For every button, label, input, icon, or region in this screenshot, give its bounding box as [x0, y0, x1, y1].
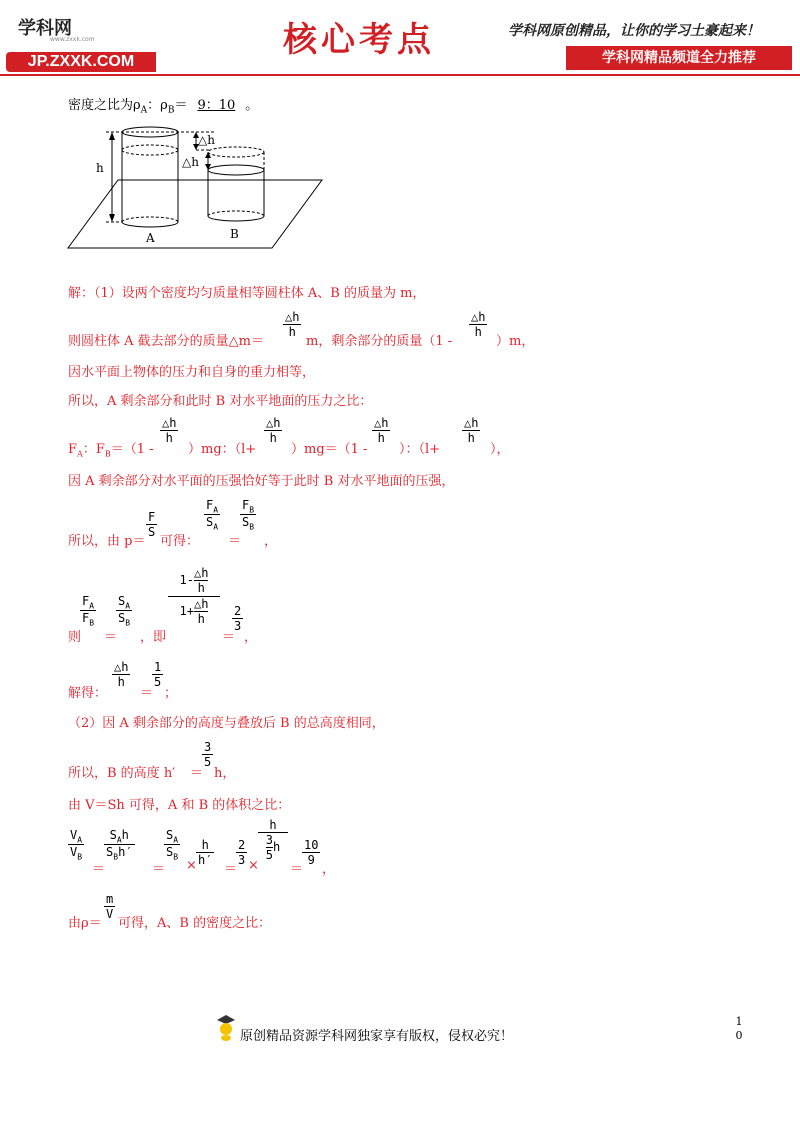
solution-line-2c: ）m， — [496, 334, 535, 349]
cylinder-b-bottom-back — [208, 211, 264, 216]
times-13a: × — [186, 858, 197, 873]
frac-sa-sb-2: $\frac{S_A}{S_B}$ — [166, 828, 179, 862]
solution-line-7a: 所以，由 p＝ — [68, 534, 146, 549]
label-dh-b: △h — [182, 155, 199, 169]
frac-dh-h-1: $\frac{\triangle h}{h}$ — [285, 310, 300, 339]
eq-sign-8b: ＝ — [222, 630, 236, 645]
label-a: A — [146, 231, 155, 245]
intro-eq: ＝ — [174, 98, 188, 113]
solution-line-12: 由 V＝Sh 可得，A 和 B 的体积之比： — [68, 798, 291, 813]
frac-1-5: $\frac{1}{5}$ — [154, 660, 162, 689]
frac-h-35h-den: $\frac{3}{5}$ h — [265, 833, 281, 862]
footer-copyright: 原创精品资源学科网独家享有版权，侵权必究！ — [240, 1029, 514, 1044]
cylinder-a-bottom-back — [122, 217, 178, 222]
page-number — [734, 1015, 744, 1043]
intro-sub-b: B — [167, 105, 175, 116]
eq-sign-11: ＝ — [190, 766, 204, 781]
frac-m-v: $\frac{m}{V}$ — [106, 892, 114, 921]
solution-line-13-end: ， — [322, 862, 336, 877]
frac-fa-sa: $\frac{F_A}{S_A}$ — [206, 498, 219, 532]
solution-line-5g: ）， — [490, 442, 510, 457]
intro-sub-a: A — [140, 105, 148, 116]
cylinder-a-cut-back — [122, 145, 178, 150]
header-divider — [0, 74, 800, 76]
intro-colon: ：ρ — [147, 98, 168, 113]
cylinders-figure — [66, 120, 326, 250]
frac-sa-sb: $\frac{S_A}{S_B}$ — [118, 594, 131, 628]
frac-3-5: $\frac{3}{5}$ — [204, 740, 212, 769]
cylinder-a-bottom — [122, 222, 178, 227]
eq-sign-7: ＝ — [228, 534, 242, 549]
frac-fa-fb: $\frac{F_A}{F_B}$ — [82, 594, 95, 628]
intro-end: 。 — [245, 98, 259, 113]
label-h: h — [96, 161, 104, 175]
cylinder-a-cut — [122, 150, 178, 155]
eq-sign-9: ＝ — [140, 686, 154, 701]
solution-line-1: 解：（1）设两个密度均匀质量相等圆柱体 A、B 的质量为 m， — [68, 286, 426, 301]
page-title: 核心考点 — [283, 20, 435, 60]
solution-line-5d: ）mg：（l+ — [188, 442, 257, 457]
solution-line-14a: 由ρ＝ — [68, 916, 102, 931]
solution-line-6: 因 A 剩余部分对水平面的压强恰好等于此时 B 对水平地面的压强， — [68, 474, 455, 489]
page-number-1: 1 — [735, 1015, 743, 1028]
frac-dh-h-3: $\frac{\triangle h}{h}$ — [162, 416, 177, 445]
solution-line-9b: ； — [164, 686, 178, 701]
label-dh-a: △h — [198, 133, 215, 147]
plane — [68, 180, 322, 248]
solution-line-3: 因水平面上物体的压力和自身的重力相等， — [68, 365, 316, 380]
frac-va-vb: $\frac{V_A}{V_B}$ — [70, 828, 83, 862]
solution-line-11b: h， — [214, 766, 236, 781]
solution-line-4: 所以，A 剩余部分和此时 B 对水平地面的压力之比： — [68, 394, 373, 409]
solution-line-8c: ， — [244, 630, 258, 645]
solution-line-7c: ， — [264, 534, 278, 549]
frac-sah-sbh: $S_Ah$ $S_Bh'$ — [106, 828, 133, 862]
compound-denominator: 1+ $\frac{\triangle h}{h}$ — [179, 597, 209, 626]
frac-dh-h-4: $\frac{\triangle h}{h}$ — [266, 416, 281, 445]
solution-line-8a: 则 — [68, 630, 82, 645]
frac-h-hprime: $\frac{h}{h'}$ — [198, 838, 213, 867]
compound-fraction — [168, 566, 220, 626]
frac-2-3: $\frac{2}{3}$ — [234, 604, 242, 633]
solution-line-11a: 所以，B 的高度 h′ — [68, 766, 176, 781]
logo-band: JP.ZXXK.COM — [6, 52, 156, 72]
frac-dh-h-7: $\frac{\triangle h}{h}$ — [114, 660, 129, 689]
frac-2-3-b: $\frac{2}{3}$ — [238, 838, 246, 867]
compound-numerator: 1- $\frac{\triangle h}{h}$ — [168, 566, 220, 597]
solution-line-5f: ）：（l+ — [399, 442, 441, 457]
frac-h-35h — [258, 818, 288, 862]
logo-subtext: www.zxxk.com — [50, 36, 95, 43]
frac-10-9: $\frac{10}{9}$ — [304, 838, 319, 867]
h-arrow-head-top — [109, 132, 115, 140]
page-number-2: 0 — [735, 1029, 743, 1042]
frac-dh-h-2: $\frac{\triangle h}{h}$ — [471, 310, 486, 339]
cylinder-b-added-top — [208, 147, 264, 157]
mascot-icon — [215, 1014, 237, 1042]
slogan: 学科网原创精品，让你的学习土豪起来！ — [508, 23, 760, 39]
eq-sign-13a: ＝ — [92, 862, 106, 877]
eq-sign-13d: ＝ — [290, 862, 304, 877]
intro-answer: 9：10 — [197, 98, 236, 113]
frac-dh-h-5: $\frac{\triangle h}{h}$ — [374, 416, 389, 445]
frac-h-35h-num: h — [258, 818, 288, 833]
cylinder-b-top — [208, 165, 264, 175]
solution-line-8b: ，即 — [140, 630, 167, 645]
recommend-band: 学科网精品频道全力推荐 — [566, 46, 792, 70]
eq-sign-8a: ＝ — [104, 630, 118, 645]
intro-label: 密度之比为ρ — [68, 98, 141, 113]
solution-line-14b: 可得，A、B 的密度之比： — [118, 916, 272, 931]
frac-f-s: $\frac{F}{S}$ — [148, 510, 156, 539]
solution-line-2a: 则圆柱体 A 截去部分的质量△m＝ — [68, 334, 264, 349]
solution-line-5: $F_A$：$F_B=(1$ - — [68, 442, 154, 459]
solution-line-2b: m，剩余部分的质量（1 - — [306, 334, 453, 349]
cylinder-a-top — [122, 127, 178, 137]
label-b: B — [230, 227, 239, 241]
dh-arrow-b-top — [205, 152, 211, 158]
frac-fb-sb: $\frac{F_B}{S_B}$ — [242, 498, 255, 532]
cylinder-b-bottom — [208, 216, 264, 221]
eq-sign-13c: ＝ — [224, 862, 238, 877]
eq-sign-13b: ＝ — [152, 862, 166, 877]
solution-line-9a: 解得： — [68, 686, 108, 701]
times-13b: × — [248, 858, 259, 873]
logo-text: 学科网 — [18, 18, 72, 39]
h-arrow-head-bottom — [109, 214, 115, 222]
intro-line — [68, 94, 258, 116]
frac-dh-h-6: $\frac{\triangle h}{h}$ — [464, 416, 479, 445]
solution-line-5e: ）mg＝（1 - — [291, 442, 368, 457]
solution-line-10: （2）因 A 剩余部分的高度与叠放后 B 的总高度相同， — [68, 716, 385, 731]
solution-line-7b: 可得： — [160, 534, 200, 549]
